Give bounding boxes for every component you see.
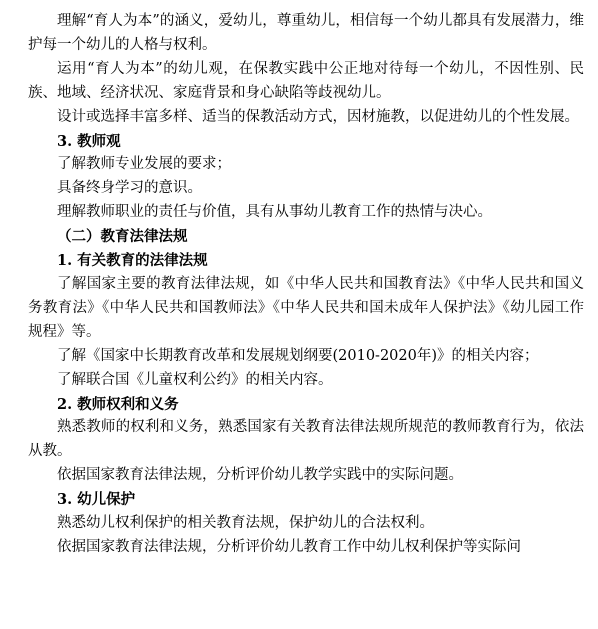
paragraph-fair-treatment: 运用“育人为本”的幼儿观，在保教实践中公正地对待每一个幼儿，不因性别、民族、地域、经济状况、家庭背景和身心缺陷等歧视幼儿。 [28,60,584,101]
paragraph-child-rights-protection: 熟悉幼儿权利保护的相关教育法规，保护幼儿的合法权利。 [57,515,434,532]
heading-education-laws-regulations: 1. 有关教育的法律法规 [57,252,208,270]
paragraph-reform-outline: 了解《国家中长期教育改革和发展规划纲要(2010-2020年)》的相关内容； [57,347,539,364]
paragraph-teaching-methods: 设计或选择丰富多样、适当的保教活动方式，因材施教，以促进幼儿的个性发展。 [57,108,579,125]
paragraph-main-laws: 了解国家主要的教育法律法规，如《中华人民共和国教育法》《中华人民共和国义务教育法》《中华人民共和国教师法》《中华人民共和国未成年人保护法》《幼儿园工作规程》等。 [28,275,584,340]
paragraph-child-rights-convention: 了解联合国《儿童权利公约》的相关内容。 [57,371,333,388]
paragraph-lifelong-learning: 具备终身学习的意识。 [57,180,202,197]
paragraph-analyze-child-rights: 依据国家教育法律法规，分析评价幼儿教育工作中幼儿权利保护等实际问 [57,538,521,555]
paragraph-professional-development: 了解教师专业发展的要求； [57,156,231,173]
paragraph-teacher-responsibility: 理解教师职业的责任与价值，具有从事幼儿教育工作的热情与决心。 [57,204,492,221]
paragraph-educating-people-meaning: 理解“育人为本”的涵义，爱幼儿，尊重幼儿，相信每一个幼儿都具有发展潜力，维护每一个幼儿的人格与权利。 [28,13,584,53]
heading-teacher-view: 3. 教师观 [57,132,121,150]
paragraph-analyze-practice: 依据国家教育法律法规，分析评价幼儿教学实践中的实际问题。 [57,467,463,484]
heading-teacher-rights-duties: 2. 教师权利和义务 [57,395,179,413]
heading-education-law: （二）教育法律法规 [57,228,188,246]
heading-child-protection: 3. 幼儿保护 [57,491,136,509]
paragraph-teacher-rights: 熟悉教师的权利和义务，熟悉国家有关教育法律法规所规范的教师教育行为，依法从教。 [28,419,584,460]
